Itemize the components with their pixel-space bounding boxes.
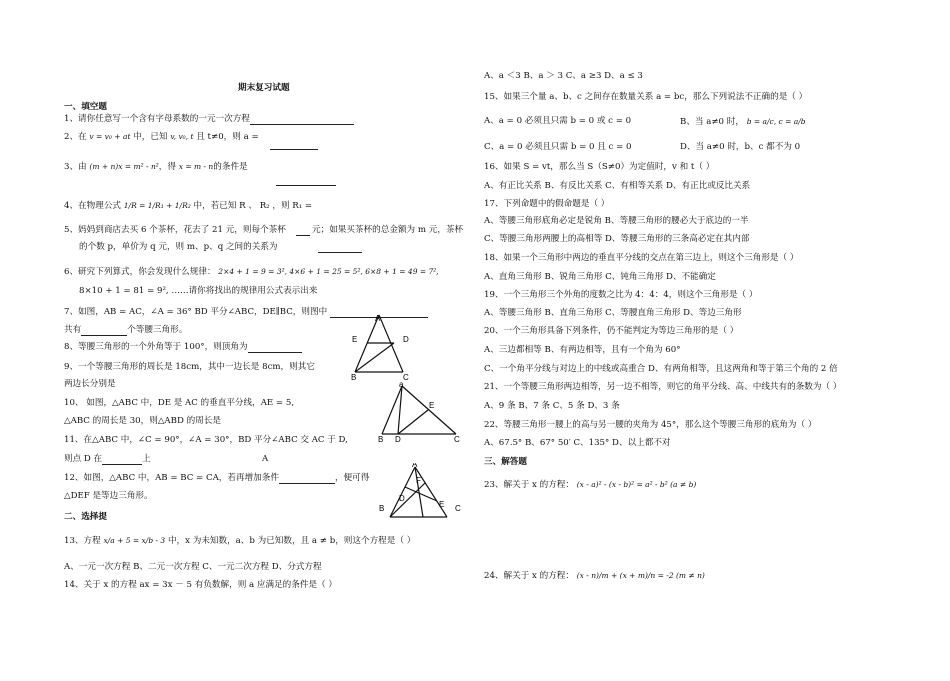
question-15: 15、如果三个量 a、b、c 之间存在数量关系 a = bc，那么下列说法不正确的是（ ） <box>484 92 808 102</box>
question-7b <box>64 325 187 336</box>
answer-blank <box>102 455 142 465</box>
question-3 <box>64 161 248 173</box>
q23-formula: (x - a)² - (x - b)² = a² - b² (a ≠ b) <box>576 480 697 489</box>
question-9a: 9、一个等腰三角形的周长是 18cm，其中一边长是 8cm，则其它 <box>64 362 315 372</box>
question-8 <box>64 342 302 353</box>
q12-text-a: 12、如图，△ABC 中，AB = BC = CA，若再增加条件 <box>64 473 279 483</box>
q7-text-c: 个等腰三角形。 <box>127 325 188 335</box>
question-5b: 元；如果买茶杯的总金额为 m 元，茶杯 <box>312 225 464 235</box>
fig10-label: C <box>454 435 460 444</box>
q2-text-a: 2、在 <box>64 132 87 142</box>
q6-text-a: 6、研究下列算式，你会发现什么规律： <box>64 267 216 277</box>
fig12-label: F <box>416 476 421 485</box>
fig10-line <box>398 410 428 434</box>
q24-formula: (x - n)/m + (x + m)/n = -2 (m ≠ n) <box>576 571 705 580</box>
question-2 <box>64 131 259 143</box>
question-5a: 5、妈妈到商店去买 6 个茶杯，花去了 21 元，则每个茶杯 <box>64 225 286 235</box>
question-17-CD: C、等腰三角形两腰上的高相等 D、等腰三角形的三条高必定在其内部 <box>484 234 750 244</box>
q1-text: 1、请你任意写一个含有字母系数的一元一次方程 <box>64 114 250 124</box>
question-13 <box>64 535 415 547</box>
q3-text-c: 的条件是 <box>213 162 248 172</box>
question-15-A: A、a = 0 必须且只需 b = 0 或 c = 0 <box>484 116 632 126</box>
q24-text: 24、解关于 x 的方程： <box>484 571 574 581</box>
q3-text-b: ，得 <box>158 162 176 172</box>
question-13-options: A、一元一次方程 B、二元一次方程 C、一元二次方程 D、分式方程 <box>64 562 322 572</box>
q4-formula: 1/R = 1/R₁ + 1/R₂ <box>123 201 191 210</box>
answer-blank <box>279 474 335 484</box>
question-20-CD: C、一个角平分线与对边上的中线或高重合 D、有两角相等，且这两角和等于第三个角的 2 倍 <box>484 364 838 374</box>
fig7-label: B <box>351 373 357 382</box>
question-6b: 8×10 + 1 = 81 = 9², ……请你将找出的规律用公式表示出来 <box>79 286 318 296</box>
question-21-options: A、9 条 B、7 条 C、5 条 D、3 条 <box>484 401 620 411</box>
question-19-options: A、等腰三角形 B、直角三角形 C、等腰直角三角形 D、等边三角形 <box>484 308 742 318</box>
question-17: 17、下列命题中的假命题是（ ） <box>484 199 610 209</box>
question-15-C: C、a = 0 必须且只需 b = 0 且 c = 0 <box>484 142 632 152</box>
question-5c: 的个数 p，单价为 q 元，则 m、p、q 之间的关系为 <box>79 242 278 252</box>
question-15-B <box>680 116 806 128</box>
fig12-label: C <box>455 504 461 513</box>
question-15-D: D、当 a≠0 时，b、c 都不为 0 <box>680 142 801 152</box>
q13-formula: x/a + 5 = x/b - 3 <box>103 536 166 545</box>
q2-text-c: 且 t≠0，则 a = <box>196 132 259 142</box>
fig7-label: C <box>403 373 409 382</box>
fig10-label: D <box>395 435 401 444</box>
question-17-AB: A、等腰三角形底角必定是锐角 B、等腰三角形的腰必大于底边的一半 <box>484 216 749 226</box>
fig7-label: D <box>403 335 409 344</box>
fig12-line <box>415 467 447 517</box>
question-14: 14、关于 x 的方程 ax = 3x － 5 有负数解，则 a 应满足的条件是（ ） <box>64 580 337 590</box>
question-10b <box>64 416 221 427</box>
question-19: 19、一个三角形三个外角的度数之比为 4：4：4，则这个三角形是（ ） <box>484 290 758 300</box>
q11-text-b: 则点 D 在 <box>64 454 103 464</box>
fig12-label: A <box>412 463 418 469</box>
question-11a: 11、在△ABC 中，∠C = 90°，∠A = 30°，BD 平分∠ABC 交 AC 于 D, <box>64 435 348 445</box>
fig12-label: B <box>379 504 385 513</box>
fig7-label: A <box>375 314 381 323</box>
q6-formula: 2×4 + 1 = 9 = 3², 4×6 + 1 = 25 = 5², 6×8 + 1 = 49 = 7², <box>218 267 439 276</box>
question-24 <box>484 570 705 582</box>
q10-text-b: △ABC 的周长是 30，则△ABD 的周长是 <box>64 416 221 426</box>
answer-blank <box>81 326 127 336</box>
question-4 <box>64 200 312 212</box>
question-16: 16、如果 S = vt，那么当 S（S≠0）为定值时，v 和 t（ ） <box>484 162 715 172</box>
answer-blank <box>248 343 302 353</box>
question-1 <box>64 114 354 125</box>
question-11b <box>64 454 151 465</box>
q5-blank <box>296 225 310 236</box>
answer-blank <box>276 175 336 186</box>
fig12-label: D <box>399 494 405 503</box>
q4-text-b: 中，若已知 R 、 R₂ ，则 R₁ = <box>193 201 313 211</box>
question-22-options: A、67.5° B、67° 50′ C、135° D、以上都不对 <box>484 438 671 448</box>
fig12-line <box>390 467 415 517</box>
q8-text: 8、等腰三角形的一个外角等于 100°，则顶角为 <box>64 342 248 352</box>
q3-text-a: 3、由 <box>64 162 87 172</box>
page-title: 期末复习试题 <box>238 83 290 93</box>
section-choice: 二、选择提 <box>64 512 107 522</box>
q4-text-a: 4、在物理公式 <box>64 201 122 211</box>
question-21: 21、一个等腰三角形两边相等，另一边不相等，则它的角平分线、高、中线共有的条数为（ ） <box>484 382 842 392</box>
fig11-label-a: A <box>262 454 269 464</box>
figure-q7 <box>345 312 425 382</box>
fig7-label: E <box>352 335 358 344</box>
answer-blank <box>270 139 318 150</box>
q13-text-a: 13、方程 <box>64 536 101 546</box>
q9-text-b: 两边长分别是 <box>64 379 116 389</box>
answer-blank <box>318 242 362 253</box>
question-23 <box>484 479 696 491</box>
q15-B-formula: b = a/c, c = a/b <box>746 117 806 126</box>
question-20: 20、一个三角形具备下列条件，仍不能判定为等边三角形的是（ ） <box>484 326 739 336</box>
fig10-label: a <box>399 382 404 389</box>
question-12a <box>64 473 369 484</box>
q15-B-text: B、当 a≠0 时， <box>680 117 744 127</box>
q23-text: 23、解关于 x 的方程： <box>484 480 574 490</box>
q11-text-c: 上 <box>142 454 151 464</box>
q13-text-b: 中，x 为未知数，a、b 为已知数，且 a ≠ b，则这个方程是（ ） <box>167 536 416 546</box>
fig10-label: B <box>378 435 384 444</box>
question-12c: △DEF 是等边三角形。 <box>64 491 153 501</box>
q12-text-b: ，便可得 <box>334 473 370 483</box>
section-fill: 一、填空题 <box>64 102 107 112</box>
fig10-label: E <box>429 401 435 410</box>
question-14-options: A、a ＜3 B、a ＞ 3 C、a ≥3 D、a ≤ 3 <box>484 71 643 81</box>
figure-q10 <box>372 382 464 444</box>
answer-blank <box>250 115 354 125</box>
question-22: 22、等腰三角形一腰上的高与另一腰的夹角为 45°，那么这个等腰三角形的底角为（ ） <box>484 420 817 430</box>
q2-formula: v = v₀ + at <box>89 132 131 141</box>
question-18-options: A、直角三角形 B、锐角三角形 C、钝角三角形 D、不能确定 <box>484 272 716 282</box>
question-7a: 7、如图，AB = AC，∠A = 36° BD 平分∠ABC，DE∥BC，则图中 <box>64 307 328 317</box>
q7-text-b: 共有 <box>64 325 82 335</box>
q3-formula: (m + n)x = m² - n² <box>89 162 159 171</box>
q3-result: x = m - n <box>178 162 214 171</box>
question-16-options: A、有正比关系 B、有反比关系 C、有相等关系 D、有正比或反比关系 <box>484 181 751 191</box>
question-20-AB: A、三边都相等 B、有两边相等，且有一个角为 60° <box>484 345 681 355</box>
q2-known: v, v₀, t <box>170 132 194 141</box>
q2-text-b: 中，已知 <box>133 132 168 142</box>
question-6 <box>64 266 439 278</box>
fig12-label: E <box>439 500 445 509</box>
question-9b <box>64 379 116 390</box>
figure-q12 <box>375 463 467 525</box>
question-18: 18、如果一个三角形中两边的垂直平分线的交点在第三边上，则这个三角形是（ ） <box>484 253 799 263</box>
question-10a: 10、 如图，△ABC 中，DE 是 AC 的垂直平分线，AE = 5, <box>64 398 295 408</box>
fig10-line <box>402 386 456 434</box>
section-solve: 三、解答题 <box>484 457 527 467</box>
